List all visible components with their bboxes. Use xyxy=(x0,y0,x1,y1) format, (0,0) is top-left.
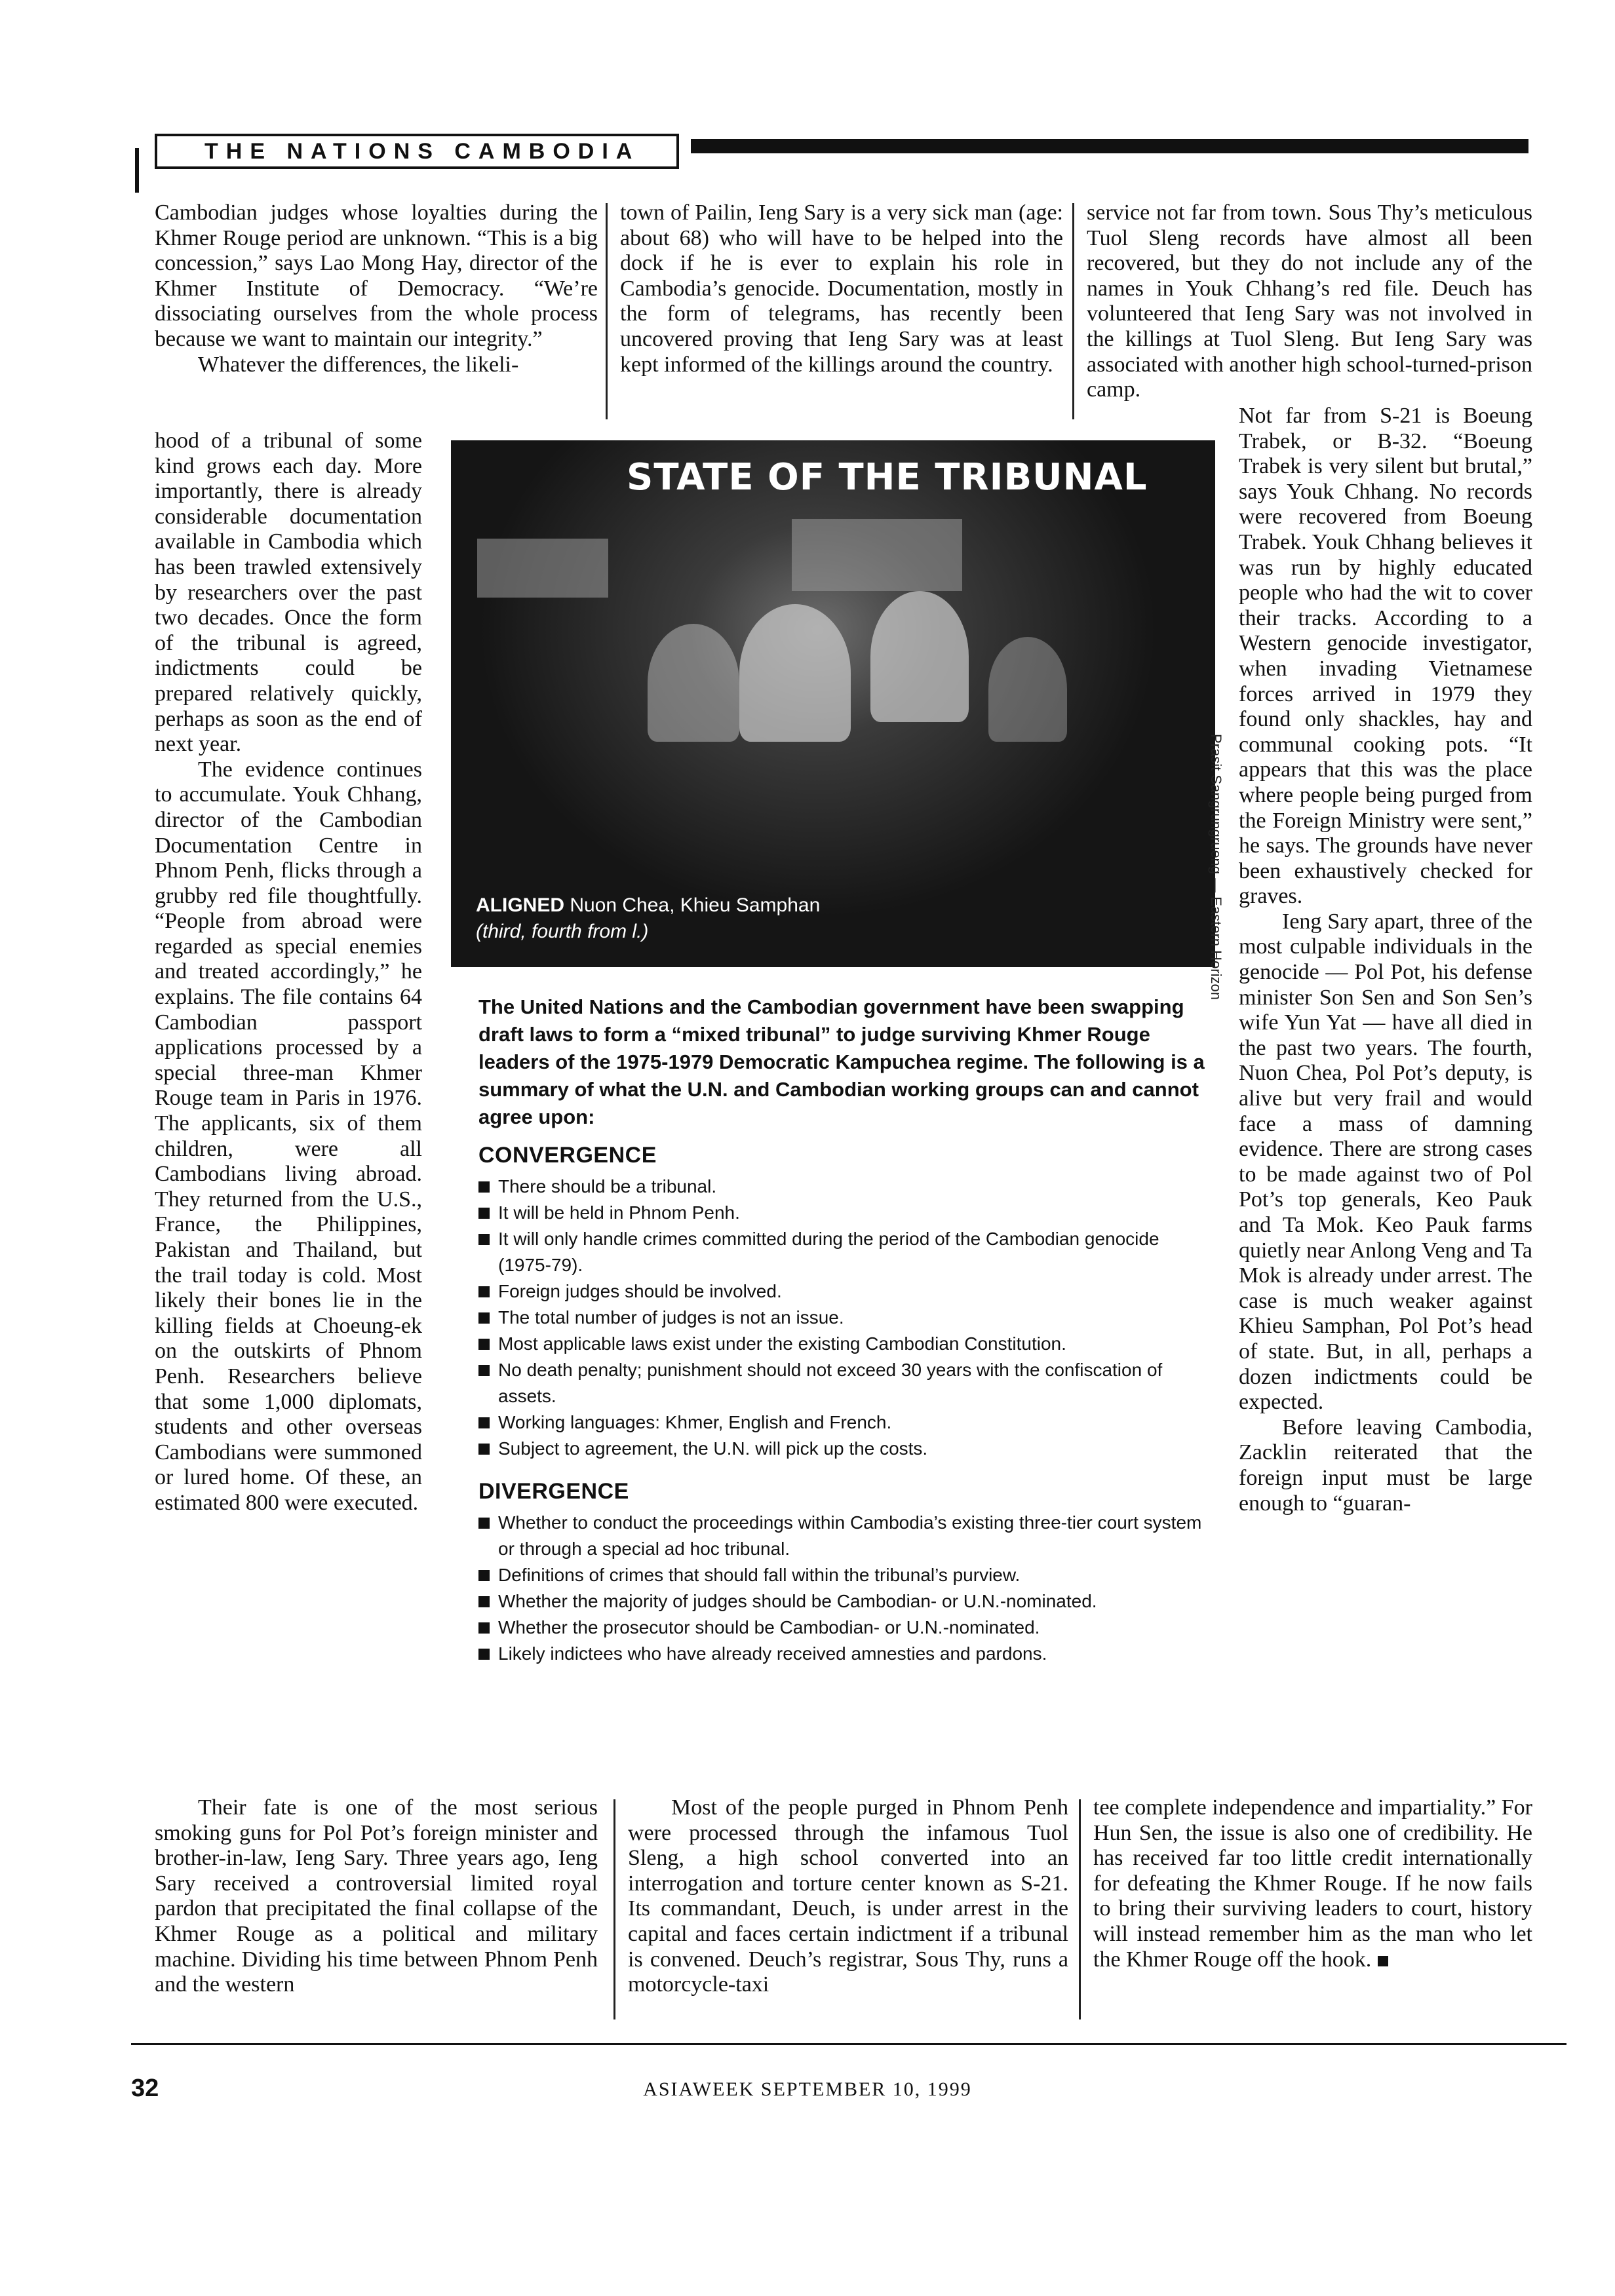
page-number: 32 xyxy=(131,2075,159,2102)
list-item: Subject to agreement, the U.N. will pick up the costs. xyxy=(478,1436,1213,1462)
paragraph: The evidence continues to accumulate. Youk Chhang, director of the Cambodian Documentation Centre in Phnom Penh, flicks through a grubby red file thoughtfully. “People from abroad were regarded as special enemies and treated accordingly,” he explains. The file contains 64 Cambodian passport applications processed by a special three-man Khmer Rouge team in Paris in 1976. The applicants, six of them children, were all Cambodians living abroad. They returned from the U.S., France, the Philippines, Pakistan and Thailand, but the trail today is cold. Most likely their bones lie in the killing fields at Choeung-ek on the outskirts of Phnom Penh. Researchers believe that some 1,000 diplomats, students and other overseas Cambodians were summoned or lured home. Of these, an estimated 800 were executed. xyxy=(155,757,422,1515)
paragraph xyxy=(1093,1795,1532,1972)
column-1-bottom xyxy=(155,1795,598,1998)
photo-figure xyxy=(870,591,969,722)
sidebar-photo xyxy=(451,440,1215,967)
photo-credit: Prasit Sangrungrueng — Eastern Horizon xyxy=(1208,734,1224,1000)
column-divider xyxy=(606,203,608,419)
list-item: No death penalty; punishment should not exceed 30 years with the confiscation of assets. xyxy=(478,1357,1213,1409)
list-item: Whether to conduct the proceedings within Cambodia’s existing three-tier court system or through a special ad hoc tribunal. xyxy=(478,1510,1213,1562)
convergence-list xyxy=(478,1174,1213,1462)
end-mark-icon xyxy=(1378,1956,1388,1966)
divergence-list xyxy=(478,1510,1213,1667)
column-right-narrow xyxy=(1239,404,1532,1516)
paragraph: town of Pailin, Ieng Sary is a very sick man (age: about 68) who will have to be helped into the dock if he is ever to explain his role in Cambodia’s genocide. Documentation, mostly in the form of telegrams, has recently been uncovered proving that Ieng Sary was at least kept informed of the killings around the country. xyxy=(620,201,1063,377)
paragraph: Not far from S-21 is Boeung Trabek, or B-32. “Boeung Trabek is very silent but brutal,” says Youk Chhang. No records were recovered from Boeung Trabek. Youk Chhang believes it was run by highly educated people who had the wit to cover their tracks. According to a Western genocide investigator, when invading Vietnamese forces arrived in 1979 they found only shackles, hay and communal cooking pots. “It appears that this was the place where people being purged from the Foreign Ministry were sent,” he says. The grounds have never been exhaustively checked for graves. xyxy=(1239,404,1532,909)
header-rule xyxy=(691,139,1528,153)
header-tick xyxy=(135,148,139,193)
paragraph: Their fate is one of the most serious smoking guns for Pol Pot’s foreign minister and brother-in-law, Ieng Sary. Three years ago, Ieng Sary received a controversial limited royal pardon that precipitated the final collapse of the Khmer Rouge as a political and military machine. Dividing his time between Phnom Penh and the western xyxy=(155,1795,598,1997)
column-left-narrow xyxy=(155,429,422,1516)
section-label: THE NATIONS CAMBODIA xyxy=(155,134,679,169)
divergence-heading: DIVERGENCE xyxy=(478,1479,629,1504)
paragraph: Whatever the differences, the likeli- xyxy=(198,352,519,377)
paragraph: Most of the people purged in Phnom Penh were processed through the infamous Tuol Sleng, a high school converted into an interrogation and torture center known as S-21. Its commandant, Deuch, is under arrest in the capital and faces certain indictment if a tribunal is convened. Deuch’s registrar, Sous Thy, runs a motorcycle-taxi xyxy=(628,1795,1068,1997)
caption-text: Nuon Chea, Khieu Samphan xyxy=(564,894,821,916)
caption-note: (third, fourth from l.) xyxy=(476,921,649,942)
photo-figure xyxy=(648,624,739,742)
paragraph: Before leaving Cambodia, Zacklin reiterated that the foreign input must be large enough to “guaran- xyxy=(1239,1415,1532,1516)
column-2-top xyxy=(620,201,1063,377)
column-divider xyxy=(613,1799,615,2019)
sidebar-text xyxy=(478,993,1213,1667)
list-item: Most applicable laws exist under the existing Cambodian Constitution. xyxy=(478,1331,1213,1357)
list-item: Whether the majority of judges should be Cambodian- or U.N.-nominated. xyxy=(478,1588,1213,1615)
column-divider xyxy=(1079,1799,1081,2019)
column-2-bottom xyxy=(628,1795,1068,1998)
column-divider xyxy=(1072,203,1074,419)
paragraph-text: tee complete independence and impartiality.” For Hun Sen, the issue is also one of credibility. He has received far too little credit internationally for defeating the Khmer Rouge. If he now fails to bring their surviving leaders to court, history will instead remember him as the man who let the Khmer Rouge off the hook. xyxy=(1093,1795,1532,1972)
column-1-top xyxy=(155,201,598,377)
paragraph: Ieng Sary apart, three of the most culpable individuals in the genocide — Pol Pot, his defense minister Son Sen and Son Sen’s wife Yun Yat — have all died in the past two years. The fourth, Nuon Chea, Pol Pot’s deputy, is alive but very frail and would face a mass of damning evidence. There are strong cases to be made against two of Pol Pot’s top generals, Keo Pauk and Ta Mok. Keo Pauk farms quietly near Anlong Veng and Ta Mok is already under arrest. The case is much weaker against Khieu Samphan, Pol Pot’s head of state. But, in all, perhaps a dozen indictments could be expected. xyxy=(1239,909,1532,1415)
sidebar-title: STATE OF THE TRIBUNAL xyxy=(627,456,1148,499)
column-3-bottom xyxy=(1093,1795,1532,1972)
publication-line: ASIAWEEK SEPTEMBER 10, 1999 xyxy=(643,2078,972,2100)
caption-label: ALIGNED xyxy=(476,894,564,916)
list-item: Whether the prosecutor should be Cambodian- or U.N.-nominated. xyxy=(478,1615,1213,1641)
paragraph: Cambodian judges whose loyalties during the Khmer Rouge period are unknown. “This is a big concession,” says Lao Mong Hay, director of the Khmer Institute of Democracy. “We’re dissociating ourselves from the whole process because we want to maintain our integrity.” xyxy=(155,201,598,351)
sidebar-intro: The United Nations and the Cambodian government have been swapping draft laws to form a “mixed tribunal” to judge surviving Khmer Rouge leaders of the 1975-1979 Democratic Kampuchea regime. The following is a summary of what the U.N. and Cambodian working groups can and cannot agree upon: xyxy=(478,995,1205,1128)
paragraph: service not far from town. Sous Thy’s meticulous Tuol Sleng records have almost all been recovered, but they do not include any of the names in Youk Chhang’s red file. Deuch has volunteered that Ieng Sary was not involved in the killings at Tuol Sleng. But Ieng Sary was associated with another high school-turned-prison camp. xyxy=(1087,201,1532,402)
photo-figure xyxy=(739,604,851,742)
photo-figure xyxy=(988,637,1067,742)
list-item: There should be a tribunal. xyxy=(478,1174,1213,1200)
column-3-top xyxy=(1087,201,1532,403)
footer-rule xyxy=(131,2043,1566,2045)
photo-window xyxy=(792,519,962,591)
list-item: Definitions of crimes that should fall within the tribunal’s purview. xyxy=(478,1562,1213,1588)
convergence-heading: CONVERGENCE xyxy=(478,1143,657,1168)
list-item: Likely indictees who have already received amnesties and pardons. xyxy=(478,1641,1213,1667)
list-item: It will only handle crimes committed during the period of the Cambodian genocide (1975-79). xyxy=(478,1226,1213,1278)
paragraph: hood of a tribunal of some kind grows each day. More importantly, there is already considerable documentation available in Cambodia which has been trawled extensively by researchers over the past two decades. Once the form of the tribunal is agreed, indictments could be prepared relatively quickly, perhaps as soon as the end of next year. xyxy=(155,429,422,757)
photo-window xyxy=(477,539,608,598)
list-item: Working languages: Khmer, English and French. xyxy=(478,1409,1213,1436)
photo-caption xyxy=(476,892,820,945)
list-item: The total number of judges is not an issue. xyxy=(478,1305,1213,1331)
list-item: It will be held in Phnom Penh. xyxy=(478,1200,1213,1226)
list-item: Foreign judges should be involved. xyxy=(478,1278,1213,1305)
